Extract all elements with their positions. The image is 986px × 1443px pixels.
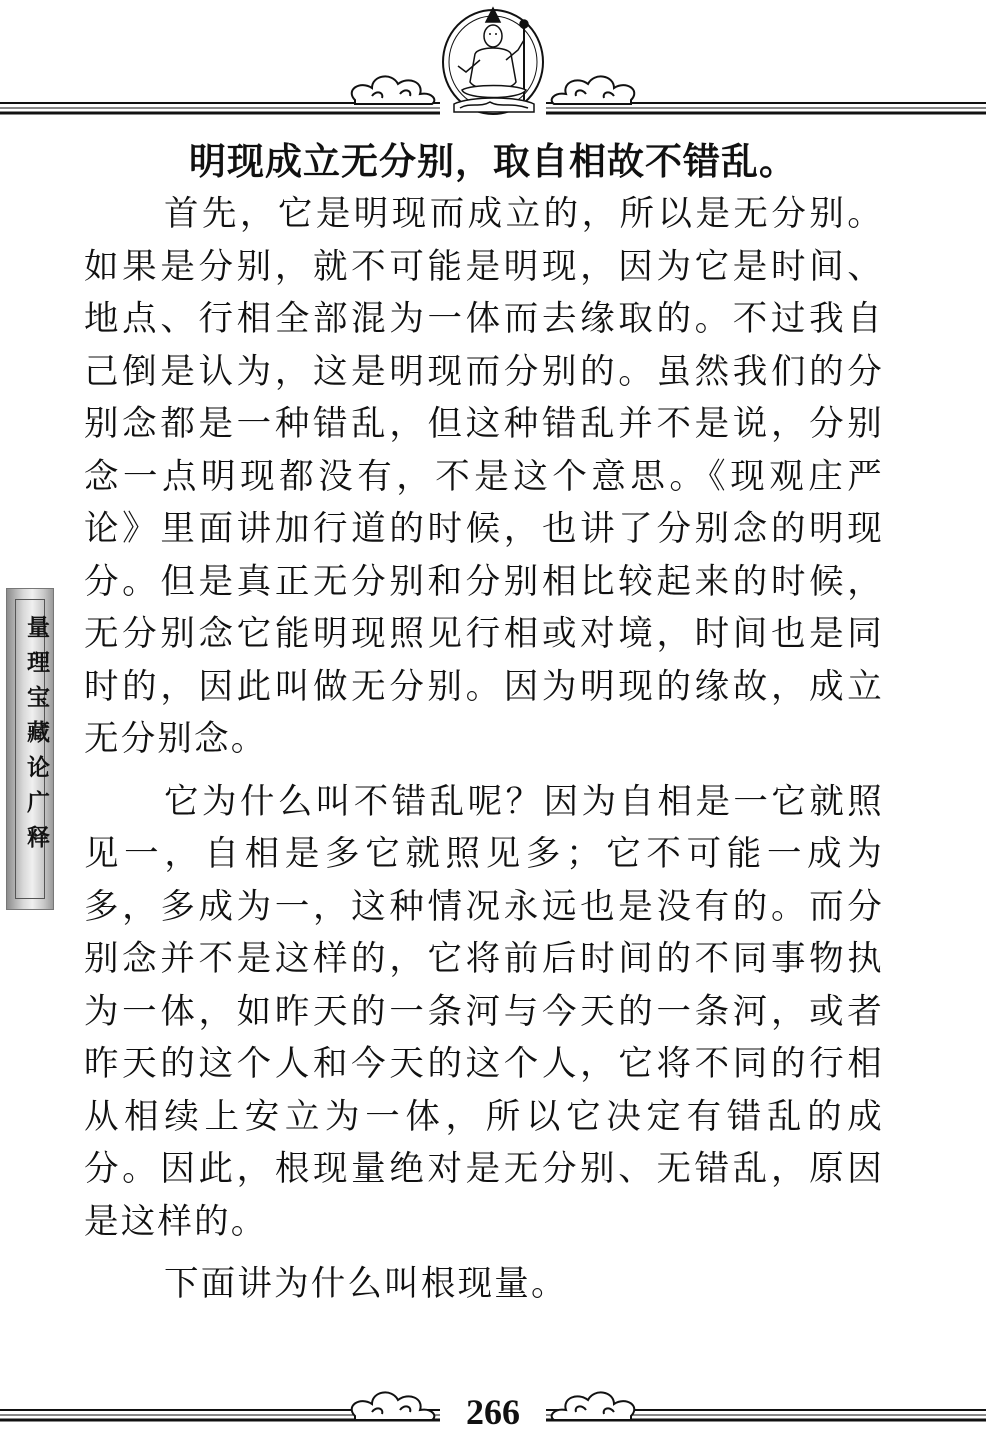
deity-figure-icon	[443, 8, 543, 114]
verse-heading: 明现成立无分别，取自相故不错乱。	[189, 140, 797, 183]
side-tab-book-title: 量理宝藏论广释	[23, 615, 50, 860]
auspicious-cloud-icon-footer-right	[552, 1392, 635, 1420]
side-tab	[6, 588, 54, 910]
page-number: 266	[466, 1392, 520, 1432]
header-ornament	[0, 0, 986, 125]
body-text	[84, 188, 884, 1311]
paragraph-1: 首先，它是明现而成立的，所以是无分别。如果是分别，就不可能是明现，因为它是时间、地点、行相全部混为一体而去缘取的。不过我自己倒是认为，这是明现而分别的。虽然我们的分别念都是一种错乱，但这种错乱并不是说，分别念一点明现都没有，不是这个意思。《现观庄严论》里面讲加行道的时候，也讲了分别念的明现分。但是真正无分别和分别相比较起来的时候，无分别念它能明现照见行相或对境，时间也是同时的，因此叫做无分别。因为明现的缘故，成立无分别念。	[84, 194, 884, 759]
paragraph-3: 下面讲为什么叫根现量。	[164, 1264, 568, 1304]
auspicious-cloud-icon-right	[552, 76, 635, 104]
auspicious-cloud-icon-footer-left	[352, 1392, 435, 1420]
auspicious-cloud-icon-left	[352, 76, 435, 104]
paragraph-2: 它为什么叫不错乱呢？因为自相是一它就照见一，自相是多它就照见多；它不可能一成为多，多成为一，这种情况永远也是没有的。而分别念并不是这样的，它将前后时间的不同事物执为一体，如昨天的一条河与今天的一条河，或者昨天的这个人和今天的这个人，它将不同的行相从相续上安立为一体，所以它决定有错乱的成分。因此，根现量绝对是无分别、无错乱，原因是这样的。	[84, 781, 884, 1242]
